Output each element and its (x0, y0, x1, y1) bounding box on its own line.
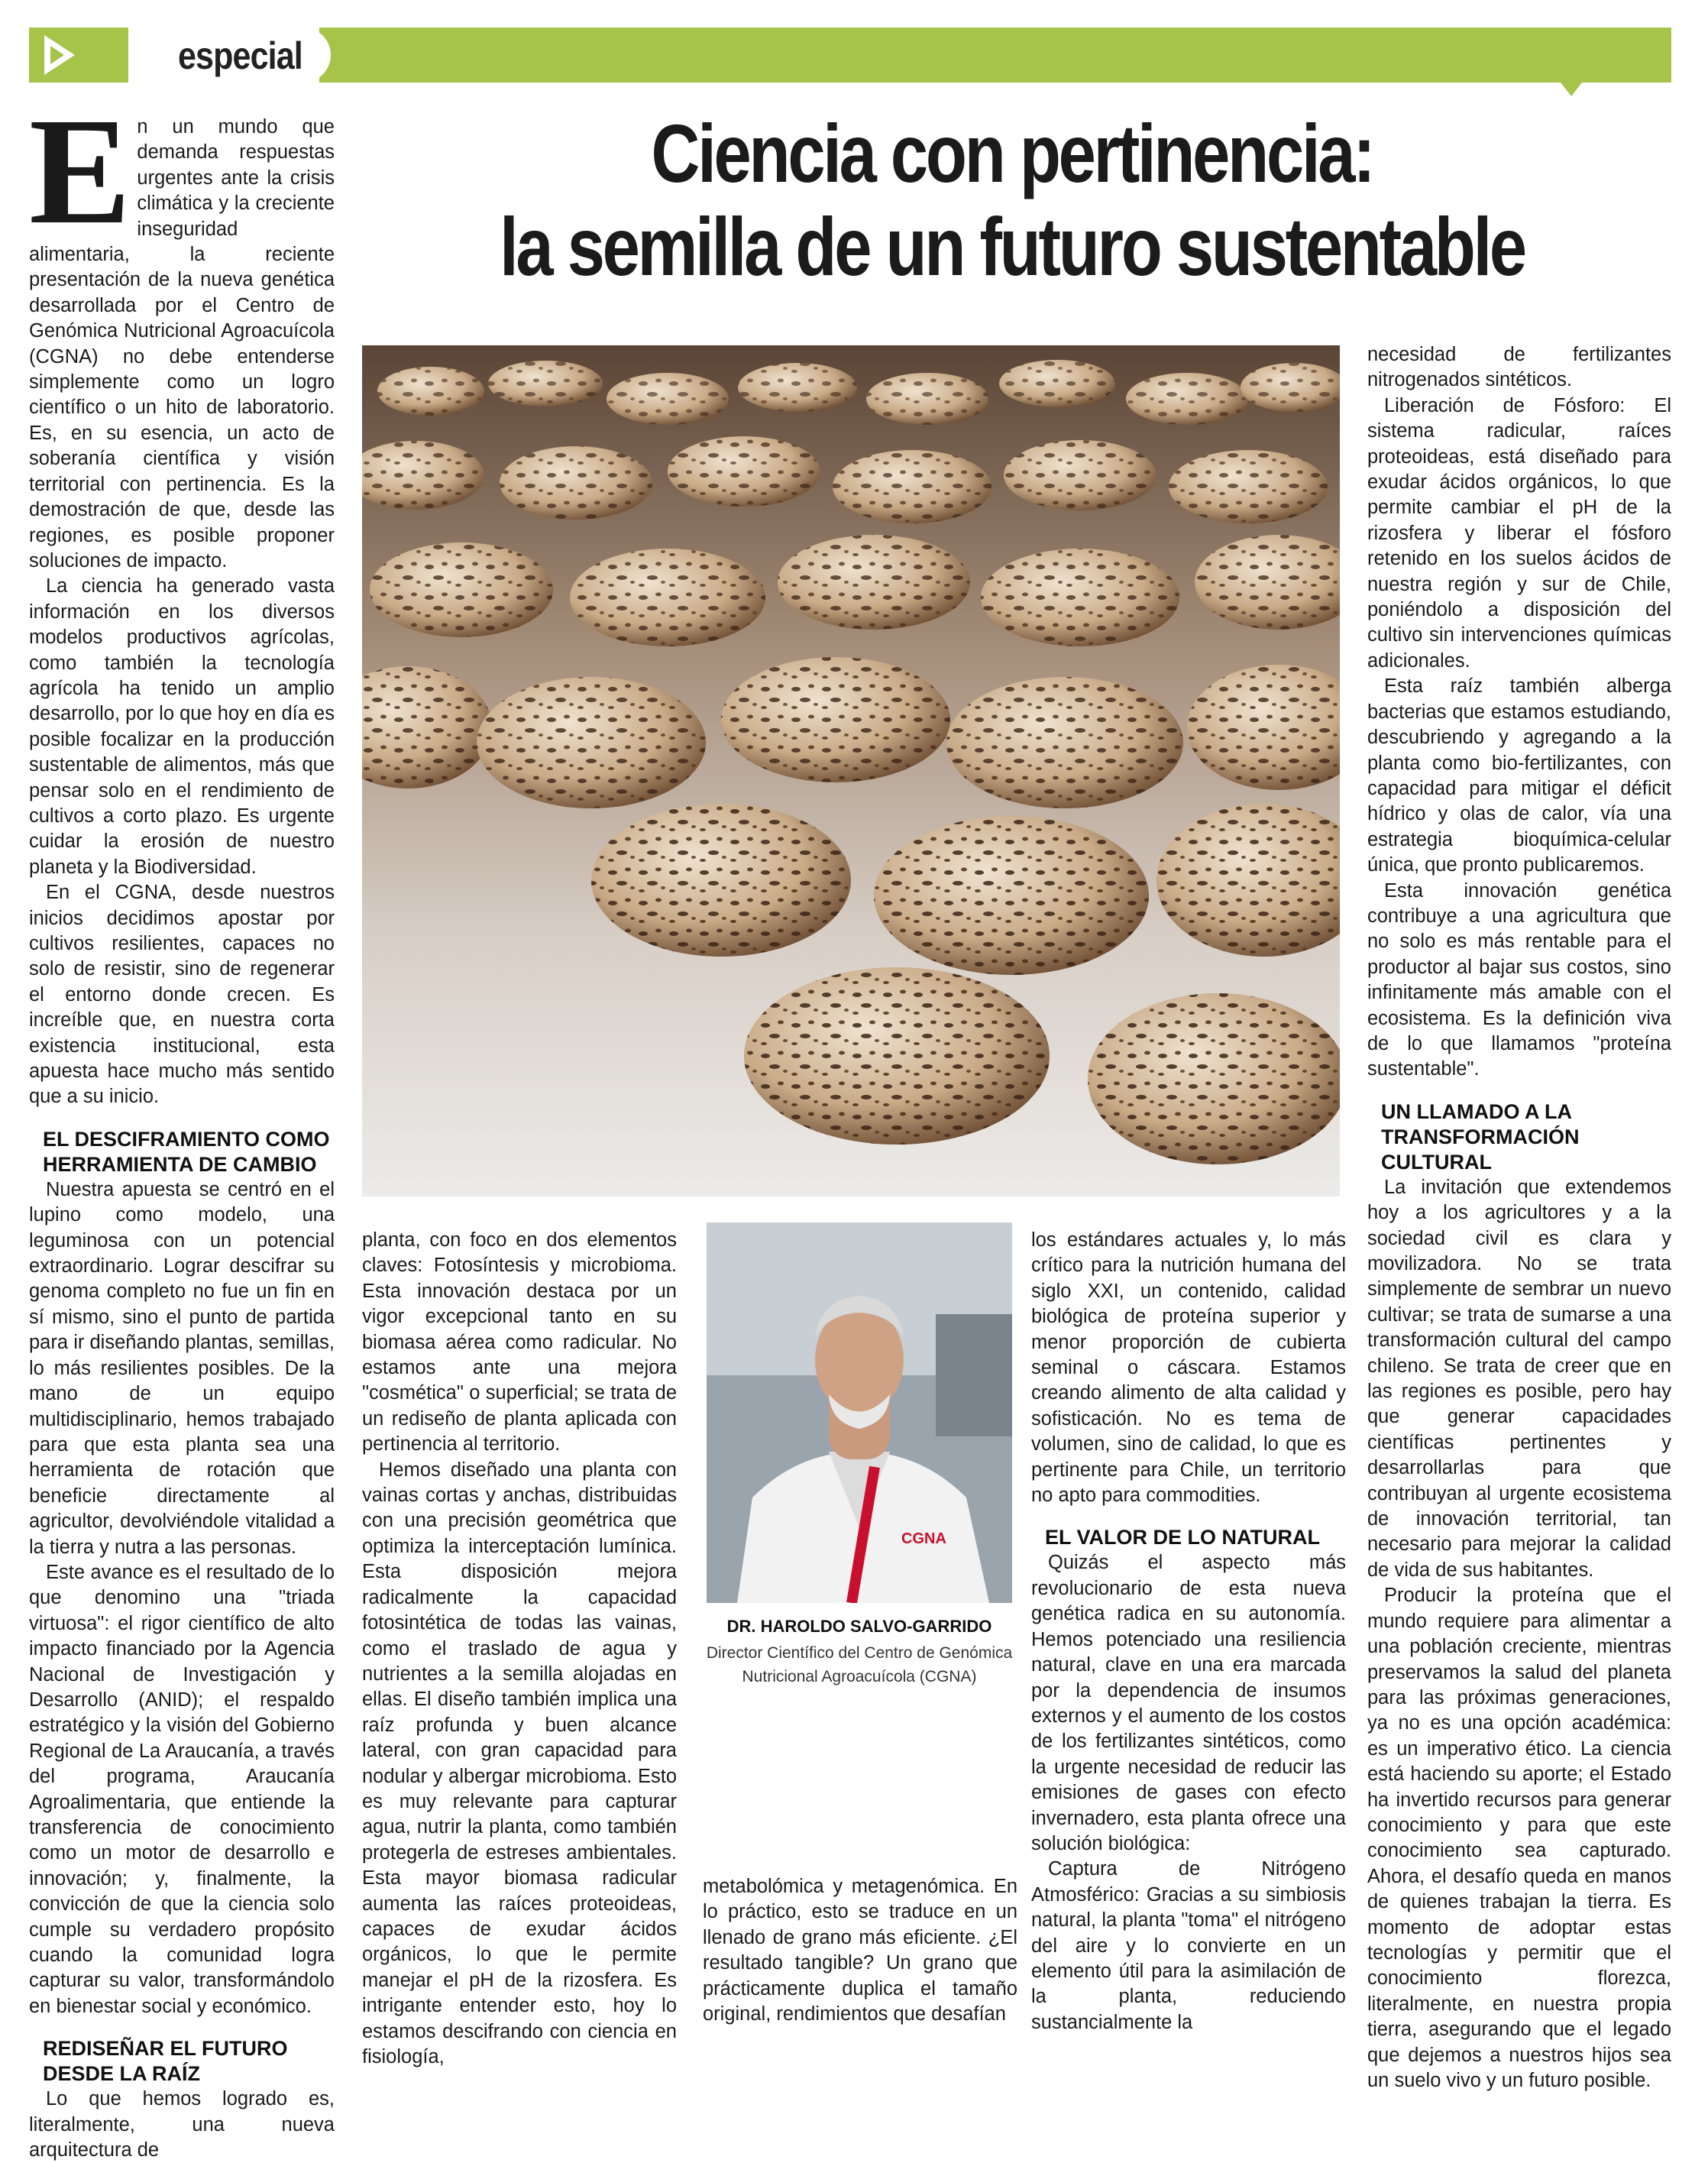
drop-cap: E (29, 87, 131, 256)
paragraph: Este avance es el resultado de lo que denomino una "triada virtuosa": el rigor científico de alto impacto financiado por la Agencia Nacional de Investigación y Desarrollo (ANID); el respaldo estratégico y la visión del Gobierno Regional de La Araucanía, a través del programa, Araucanía Agroalimentaria, que entiende la transferencia de conocimiento como un motor de desarrollo e innovación; y, finalmente, la convicción de que la ciencia solo cumple su verdadero propósito cuando la comunidad logra capturar su valor, transformándolo en bienestar social y económico. (29, 1561, 335, 2017)
column-4 (1031, 1228, 1346, 2035)
headline (382, 107, 1642, 293)
subheading: EL VALOR DE LO NATURAL (1045, 1526, 1320, 1549)
paragraph: Captura de Nitrógeno Atmosférico: Gracias a su simbiosis natural, la planta "toma" el nitrógeno del aire y lo convierte en un elemento útil para la asimilación de la planta, reduciendo sustancialmente la (1031, 1858, 1346, 2033)
paragraph: Esta raíz también alberga bacterias que estamos estudiando, descubriendo y agregando a la planta como bio-fertilizantes, con capacidad para mitigar el déficit hídrico y olas de calor, vía una estrategia bioquímica-celular única, que pronto publicaremos. (1367, 675, 1671, 876)
paragraph: La invitación que extendemos hoy a los agricultores y a la sociedad civil es clara y movilizadora. No se trata simplemente de sembrar un nuevo cultivar; se trata de sumarse a una transformación cultural del campo chileno. Se trata de creer que en las regiones es posible, pero hay que generar capacidades científicas pertinentes y desarrollarlas para que contribuyan al urgente ecosistema de innovación territorial, tan necesario para mejorar la calidad de vida de sus habitantes. (1367, 1176, 1671, 1581)
paragraph-text: n un mundo que demanda respuestas urgentes ante la crisis climática y la creciente inseguridad alimentaria, la reciente presentación de la nueva genética desarrollada por el Centro de Genómica Nutricional Agroacuícola (CGNA) no debe entenderse simplemente como un logro científico o un hito de laboratorio. Es, en su esencia, un acto de soberanía científica y visión territorial con pertinencia. Es la demostración de que, desde las regiones, es posible proponer soluciones de impacto. (29, 116, 335, 572)
paragraph (29, 87, 335, 574)
paragraph: La ciencia ha generado vasta información en los diversos modelos productivos agrícolas, como también la tecnología agrícola ha tenido un amplio desarrollo, por lo que hoy en día es posible focalizar en la producción sustentable de alimentos, más que pensar solo en el rendimiento de cultivos a corto plazo. Es urgente cuidar la erosión de nuestro planeta y la Biodiversidad. (29, 575, 335, 878)
section-label-tab (132, 28, 331, 83)
caption-name: DR. HAROLDO SALVO-GARRIDO (726, 1617, 992, 1636)
paragraph: Quizás el aspecto más revolucionario de esta nueva genética radica en su autonomía. Hemos potenciado una resiliencia natural, clave en una era marcada por la dependencia de insumos externos y el aumento de los costos de los fertilizantes sintéticos, como la urgente necesidad de reducir las emisiones de gases con efecto invernadero, esta planta ofrece una solución biológica: (1031, 1552, 1346, 1854)
header-bar (319, 28, 1671, 83)
paragraph: Esta innovación genética contribuye a una agricultura que no solo es más rentable para el productor al bajar sus costos, sino infinitamente más amable con el ecosistema. Es la definición viva de lo que llamamos "proteína sustentable". (1367, 879, 1671, 1080)
author-portrait (707, 1222, 1012, 1603)
subheading: EL DESCIFRAMIENTO COMO HERRAMIENTA DE CAMBIO (43, 1127, 330, 1176)
beans-illustration (362, 345, 1340, 1196)
headline-line-2: la semilla de un futuro sustentable (500, 200, 1525, 293)
portrait-illustration (707, 1222, 1012, 1603)
paragraph: Producir la proteína que el mundo requiere para alimentar a una población creciente, mientras preservamos la salud del planeta para las próximas generaciones, ya no es una opción académica: es un imperativo ético. La ciencia está haciendo su aporte; el Estado ha invertido recursos para generar conocimiento y para que este conocimiento sea capturado. Ahora, el desafío queda en manos de quienes trabajan la tierra. Es momento de adoptar estas tecnologías y permitir que el conocimiento florezca, literalmente, en nuestra propia tierra, asegurando que el legado que dejemos a nuestros hijos sea un suelo vivo y un futuro posible. (1367, 1585, 1671, 2091)
paragraph: los estándares actuales y, lo más crítico para la nutrición humana del siglo XXI, un contenido, calidad biológica de proteína superior y menor proporción de cubierta seminal o cáscara. Estamos creando alimento de alta calidad y sofisticación. No es tema de volumen, sino de calidad, lo que es pertinente para Chile, un territorio no apto para commodities. (1031, 1229, 1346, 1507)
paragraph: Nuestra apuesta se centró en el lupino como modelo, una leguminosa con un potencial extraordinario. Lograr descifrar su genoma completo no fue un fin en sí mismo, sino el punto de partida para ir diseñando plantas, semillas, lo más resilientes posibles. De la mano de un equipo multidisciplinario, hemos trabajado para que esta planta sea una herramienta de rotación que beneficie directamente al agricultor, devolviéndole vitalidad a la tierra y nutra a las personas. (29, 1178, 335, 1558)
coat-logo-text: CGNA (901, 1530, 946, 1547)
paragraph: Lo que hemos logrado es, literalmente, una nueva arquitectura de (29, 2088, 335, 2161)
paragraph: En el CGNA, desde nuestros inicios decidimos apostar por cultivos resilientes, capaces no solo de resistir, sino de regenerar el entorno donde crecen. Es increíble que, en nuestra corta existencia institucional, esta apuesta hace mucho más sentido que a su inicio. (29, 882, 335, 1108)
section-header (29, 28, 1671, 83)
section-label: especial (178, 34, 302, 77)
subheading: REDISEÑAR EL FUTURO DESDE LA RAÍZ (43, 2037, 288, 2086)
subheading: UN LLAMADO A LA TRANSFORMACIÓN CULTURAL (1381, 1099, 1580, 1174)
column-3 (703, 1874, 1017, 2027)
play-arrow-inner-icon (50, 46, 64, 64)
column-5 (1367, 342, 1671, 2093)
paragraph: Liberación de Fósforo: El sistema radicular, raíces proteoideas, está diseñado para exudar ácidos orgánicos, lo que permite cambiar el pH de la rizosfera y liberar el fósforo retenido en los suelos ácidos de nuestra región y sur de Chile, poniéndolo a disposición del cultivo sin intervenciones químicas adicionales. (1367, 394, 1671, 672)
paragraph: necesidad de fertilizantes nitrogenados sintéticos. (1367, 344, 1671, 391)
header-notch (1561, 83, 1582, 96)
column-2 (362, 1228, 677, 2070)
headline-line-1: Ciencia con pertinencia: (651, 107, 1373, 199)
header-play-block (29, 28, 128, 83)
caption-role: Director Científico del Centro de Genómica Nutricional Agroacuícola (CGNA) (706, 1644, 1013, 1685)
paragraph: planta, con foco en dos elementos claves: Fotosíntesis y microbioma. Esta innovación destaca por un vigor excepcional tanto en su biomasa aérea como radicular. No estamos ante una mejora "cosmética" o superficial; se trata de un rediseño de planta aplicada con pertinencia al territorio. (362, 1229, 677, 1455)
paragraph: metabolómica y metagenómica. En lo práctico, esto se traduce en un llenado de grano más eficiente. ¿El resultado tangible? Un grano que prácticamente duplica el tamaño original, rendimientos que desafían (703, 1876, 1017, 2025)
beans-photo (362, 345, 1340, 1196)
paragraph: Hemos diseñado una planta con vainas cortas y anchas, distribuidas con una precisión geométrica que optimiza la interceptación lumínica. Esta disposición mejora radicalmente la capacidad fotosintética de todas las vainas, como el traslado de agua y nutrientes a la semilla alojadas en ellas. El diseño también implica una raíz profunda y buen alcance lateral, con gran capacidad para nodular y albergar microbioma. Esto es muy relevante para capturar agua, nutrir la planta, como también protegerla de estreses ambientales. Esta mayor biomasa radicular aumenta las raíces proteoideas, capaces de exudar ácidos orgánicos, lo que le permite manejar el pH de la rizosfera. Es intrigante entender esto, hoy lo estamos descifrando con ciencia en fisiología, (362, 1459, 677, 2067)
column-1 (29, 87, 335, 2163)
